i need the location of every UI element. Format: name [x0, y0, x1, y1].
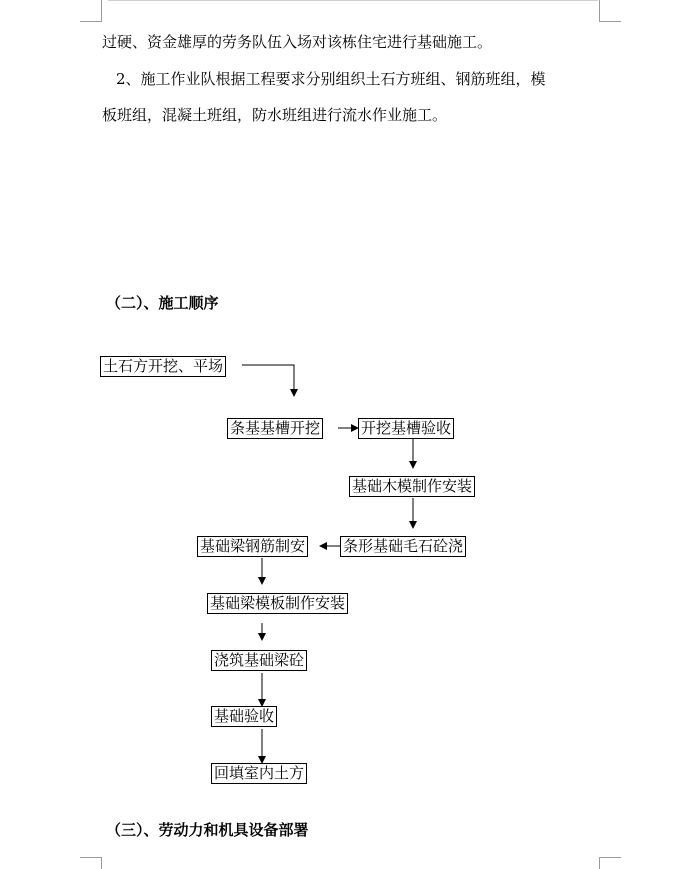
flow-step-pour-beam-concrete: 浇筑基础梁砼: [211, 650, 307, 671]
flow-step-beam-rebar: 基础梁钢筋制安: [197, 536, 308, 557]
flow-step-foundation-acceptance: 基础验收: [211, 706, 277, 727]
flow-step-rubble-concrete: 条形基础毛石砼浇: [340, 536, 466, 557]
flow-step-trench-excavation: 条基基槽开挖: [227, 418, 323, 439]
paragraph-line-1: 过硬、资金雄厚的劳务队伍入场对该栋住宅进行基础施工。: [102, 33, 493, 51]
flow-step-backfill: 回填室内土方: [211, 763, 307, 784]
section-heading-construction-sequence: （二）、施工顺序: [106, 294, 219, 312]
paragraph-line-3: 板班组，混凝土班组，防水班组进行流水作业施工。: [102, 106, 448, 124]
flow-step-earthwork: 土石方开挖、平场: [100, 356, 226, 377]
flow-step-trench-acceptance: 开挖基槽验收: [358, 418, 454, 439]
flow-step-wood-formwork: 基础木模制作安装: [349, 476, 475, 497]
flow-step-beam-formwork: 基础梁模板制作安装: [207, 593, 348, 614]
connector-1: [242, 365, 294, 396]
section-heading-labor-equipment: （三）、劳动力和机具设备部署: [106, 821, 309, 839]
paragraph-line-2: 2、施工作业队根据工程要求分别组织土石方班组、钢筋班组，模: [116, 70, 546, 88]
